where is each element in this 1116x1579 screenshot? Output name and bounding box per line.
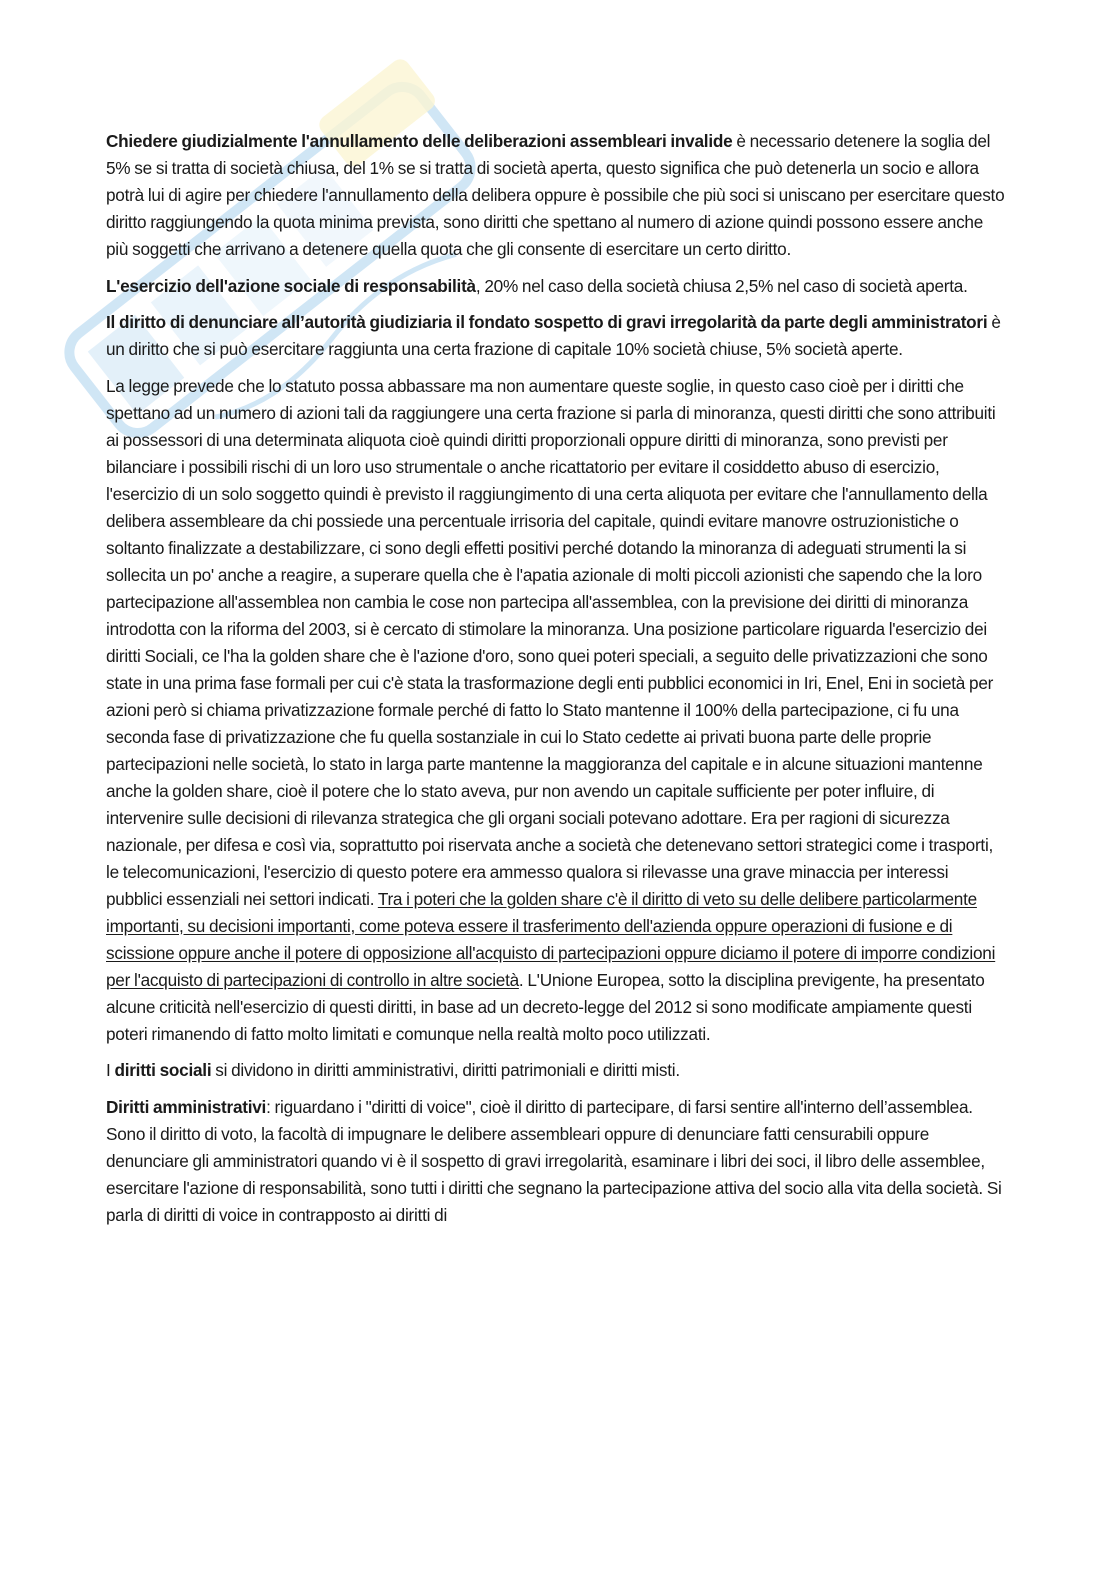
- document-page: [106, 128, 1006, 1238]
- bold-heading-text: Il diritto di denunciare all’autorità giudiziaria il fondato sospetto di gravi irregolarità da parte degli amministratori: [106, 312, 988, 332]
- paragraph-p4: [106, 373, 1006, 1048]
- paragraph-p1: [106, 128, 1006, 263]
- bold-heading-text: diritti sociali: [114, 1060, 212, 1080]
- underlined-text: Tra i poteri che la golden share c'è il diritto di veto su delle delibere particolarmente importanti, su decisioni importanti, come poteva essere il trasferimento dell'azienda oppure operazioni di fusione e di scissione oppure anche il potere di opposizione all'acquisto di partecipazioni oppure diciamo il potere di imporre condizioni per l'acquisto di partecipazioni di controllo in altre società: [106, 888, 996, 990]
- bold-heading-text: L'esercizio dell'azione sociale di responsabilità: [106, 275, 476, 296]
- paragraph-p2: [106, 273, 1006, 300]
- bold-heading-text: Chiedere giudizialmente l'annullamento delle deliberazioni assembleari invalide: [106, 131, 733, 151]
- body-text: , 20% nel caso della società chiusa 2,5% nel caso di società aperta.: [475, 275, 968, 296]
- body-text: . L'Unione Europea, sotto la disciplina previgente, ha presentato alcune criticità nell'esercizio di questi diritti, in base ad un decreto-legge del 2012 si sono modificate ampiamente questi poteri rimanendo di fatto molto limitati e comunque nella realtà molto poco utilizzati.: [106, 969, 985, 1044]
- paragraph-p6: [106, 1094, 1006, 1229]
- body-text: : riguardano i "diritti di voice", cioè il diritto di partecipare, di farsi sentire all'interno dell’assemblea. Sono il diritto di voto, la facoltà di impugnare le delibere assembleari oppure di denunciare fatti censurabili oppure denunciare gli amministratori quando vi è il sospetto di gravi irregolarità, esaminare i libri dei soci, il libro delle assemblee, esercitare l'azione di responsabilità, sono tutti i diritti che segnano la partecipazione attiva del socio alla vita della società. Si parla di diritti di voice in contrapposto ai diritti di: [106, 1096, 1002, 1225]
- paragraph-p5: [106, 1057, 1006, 1084]
- paragraph-p3: [106, 309, 1006, 363]
- bold-heading-text: Diritti amministrativi: [106, 1096, 267, 1117]
- body-text: I: [106, 1060, 115, 1080]
- body-text: si dividono in diritti amministrativi, diritti patrimoniali e diritti misti.: [211, 1060, 680, 1080]
- body-text: è necessario detenere la soglia del 5% se si tratta di società chiusa, del 1% se si tratta di società aperta, questo significa che può detenerla un socio e allora potrà lui di agire per chiedere l'annullamento della delibera oppure è possibile che più soci si uniscano per esercitare questo diritto raggiungendo la quota minima prevista, sono diritti che spettano al numero di azione quindi possono essere anche più soggetti che arrivano a detenere quella quota che gli consente di esercitare un certo diritto.: [106, 131, 1005, 259]
- body-text: è un diritto che si può esercitare raggiunta una certa frazione di capitale 10% società chiuse, 5% società aperte.: [106, 312, 1001, 359]
- body-text: La legge prevede che lo statuto possa abbassare ma non aumentare queste soglie, in questo caso cioè per i diritti che spettano ad un numero di azioni tali da raggiungere una certa frazione si parla di minoranza, questi diritti che sono attribuiti ai possessori di una determinata aliquota cioè quindi diritti proporzionali oppure diritti di minoranza, sono previsti per bilanciare i possibili rischi di un loro uso strumentale o anche ricattatorio per evitare il cosiddetto abuso di esercizio, l'esercizio di un solo soggetto quindi è previsto il raggiungimento di una certa aliquota per evitare che l'annullamento della delibera assembleare da chi possiede una percentuale irrisoria del capitale, quindi evitare manovre ostruzionistiche o soltanto finalizzate a destabilizzare, ci sono degli effetti positivi perché dotando la minoranza di adeguati strumenti la si sollecita un po' anche a reagire, a superare quella che è l'apatia azionale di molti piccoli azionisti che sapendo che la loro partecipazione all'assemblea non cambia le cose non partecipa all'assemblea, con la previsione dei diritti di minoranza introdotta con la riforma del 2003, si è cercato di stimolare la minoranza. Una posizione particolare riguarda l'esercizio dei diritti Sociali, ce l'ha la golden share che è l'azione d'oro, sono quei poteri speciali, a seguito delle privatizzazioni che sono state in una prima fase formali per cui c'è stata la trasformazione degli enti pubblici economici in Iri, Enel, Eni in società per azioni però si chiama privatizzazione formale perché di fatto lo Stato mantenne il 100% della partecipazione, ci fu una seconda fase di privatizzazione che fu quella sostanziale in cui lo Stato cedette ai privati buona parte delle proprie partecipazioni nelle società, lo stato in larga parte mantenne la maggioranza del capitale e in alcune situazioni mantenne anche la golden share, cioè il potere che lo stato aveva, pur non avendo un capitale sufficiente per poter influire, di intervenire sulle decisioni di rilevanza strategica che gli organi sociali potevano adottare. Era per ragioni di sicurezza nazionale, per difesa e così via, soprattutto poi riservata anche a società che detenevano settori strategici come i trasporti, le telecomunicazioni, l'esercizio di questo potere era ammesso qualora si rilevasse una grave minaccia per interessi pubblici essenziali nei settori indicati.: [106, 375, 996, 909]
